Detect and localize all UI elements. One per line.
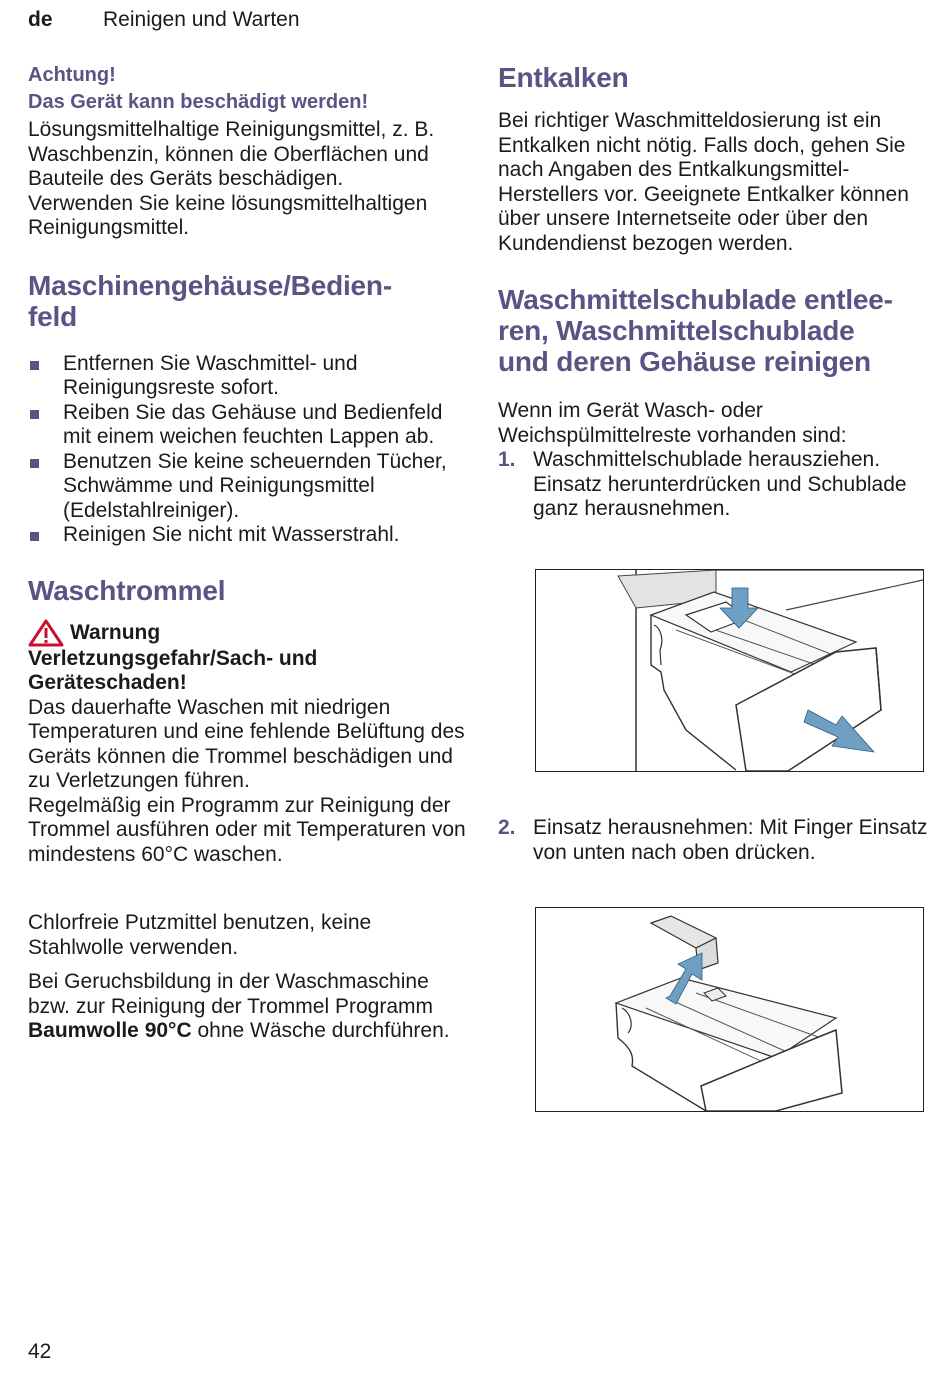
- attention-instruction: Verwenden Sie keine lösungsmittelhaltigen Reinigungsmittel.: [28, 191, 428, 239]
- list-item: Reinigen Sie nicht mit Wasserstrahl.: [28, 523, 468, 548]
- warning-instruction: Regelmäßig ein Programm zur Reinigung der Trommel ausführen oder mit Temperaturen von mindestens 60°C waschen.: [28, 793, 466, 866]
- attention-title: Achtung!: [28, 64, 116, 86]
- bullet-square-icon: [30, 410, 39, 419]
- housing-heading-line1: Maschinengehäuse/Bedien-: [28, 269, 392, 301]
- bullet-square-icon: [30, 361, 39, 370]
- list-item: Reiben Sie das Gehäuse und Bedienfeld mit einem weichen feuchten Lappen ab.: [28, 401, 468, 450]
- program-name: Baumwolle 90°C: [28, 1019, 192, 1042]
- descale-text: Bei richtiger Waschmitteldosierung ist ein Entkalken nicht nötig. Falls doch, gehen Sie nach Angaben des Entkalkungsmittel-Herstellers vor. Geeignete Entkalker können über unsere Internetseite oder über den Kundendienst bezogen werden.: [498, 109, 909, 255]
- warning-text: Das dauerhafte Waschen mit niedrigen Temperaturen und eine fehlende Belüftung des Geräts können die Trommel beschädigen und zu Verletzungen führen.: [28, 695, 465, 792]
- list-item: Entfernen Sie Waschmittel- und Reinigungsreste sofort.: [28, 352, 468, 401]
- drum-odor-note: Bei Geruchsbildung in der Waschmaschine bzw. zur Reinigung der Trommel Programm Baumwolle 90°C ohne Wäsche durchführen.: [28, 970, 450, 1042]
- housing-heading-line2: feld: [28, 300, 77, 332]
- bullet-square-icon: [30, 459, 39, 468]
- drawer-pull-out-illustration: [535, 569, 924, 772]
- drum-heading: Waschtrommel: [28, 574, 226, 606]
- warning-label: Warnung: [70, 621, 161, 644]
- housing-heading: [28, 270, 468, 332]
- drawer-heading-line2: ren, Waschmittelschublade: [498, 315, 855, 346]
- step-item: 1. Waschmittelschublade herausziehen. Einsatz herunterdrücken und Schublade ganz herausnehmen.: [498, 448, 907, 520]
- drawer-steps-2: [498, 816, 928, 865]
- header-language: de: [28, 8, 53, 31]
- header-section-title: Reinigen und Warten: [103, 8, 300, 31]
- warning-triangle-icon: [28, 619, 64, 647]
- warning-title: Verletzungsgefahr/Sach- und Geräteschaden!: [28, 646, 318, 694]
- page-number: 42: [28, 1340, 52, 1363]
- drawer-heading: [498, 284, 928, 377]
- left-column: [28, 62, 468, 1044]
- list-item: Benutzen Sie keine scheuernden Tücher, Schwämme und Reinigungsmittel (Edelstahlreiniger).: [28, 450, 468, 524]
- warning-header: [28, 619, 468, 647]
- housing-bullet-list: [28, 352, 468, 548]
- bullet-square-icon: [30, 532, 39, 541]
- drawer-steps-1: [498, 448, 928, 522]
- attention-text: Lösungsmittelhaltige Reinigungsmittel, z. B. Waschbenzin, können die Oberflächen und Bauteile des Geräts beschädigen.: [28, 118, 435, 190]
- drum-cleaning-note: Chlorfreie Putzmittel benutzen, keine Stahlwolle verwenden.: [28, 911, 372, 959]
- attention-subtitle: Das Gerät kann beschädigt werden!: [28, 91, 369, 113]
- descale-heading: Entkalken: [498, 62, 629, 93]
- right-column: [498, 62, 928, 522]
- insert-removal-illustration: [535, 907, 924, 1112]
- drawer-heading-line3: und deren Gehäuse reinigen: [498, 346, 871, 377]
- drawer-step-2: [498, 816, 928, 865]
- step-item: 2. Einsatz herausnehmen: Mit Finger Einsatz von unten nach oben drücken.: [498, 816, 928, 864]
- drawer-intro: Wenn im Gerät Wasch- oder Weichspülmittelreste vorhanden sind:: [498, 399, 847, 447]
- drawer-heading-line1: Waschmittelschublade entlee-: [498, 284, 893, 315]
